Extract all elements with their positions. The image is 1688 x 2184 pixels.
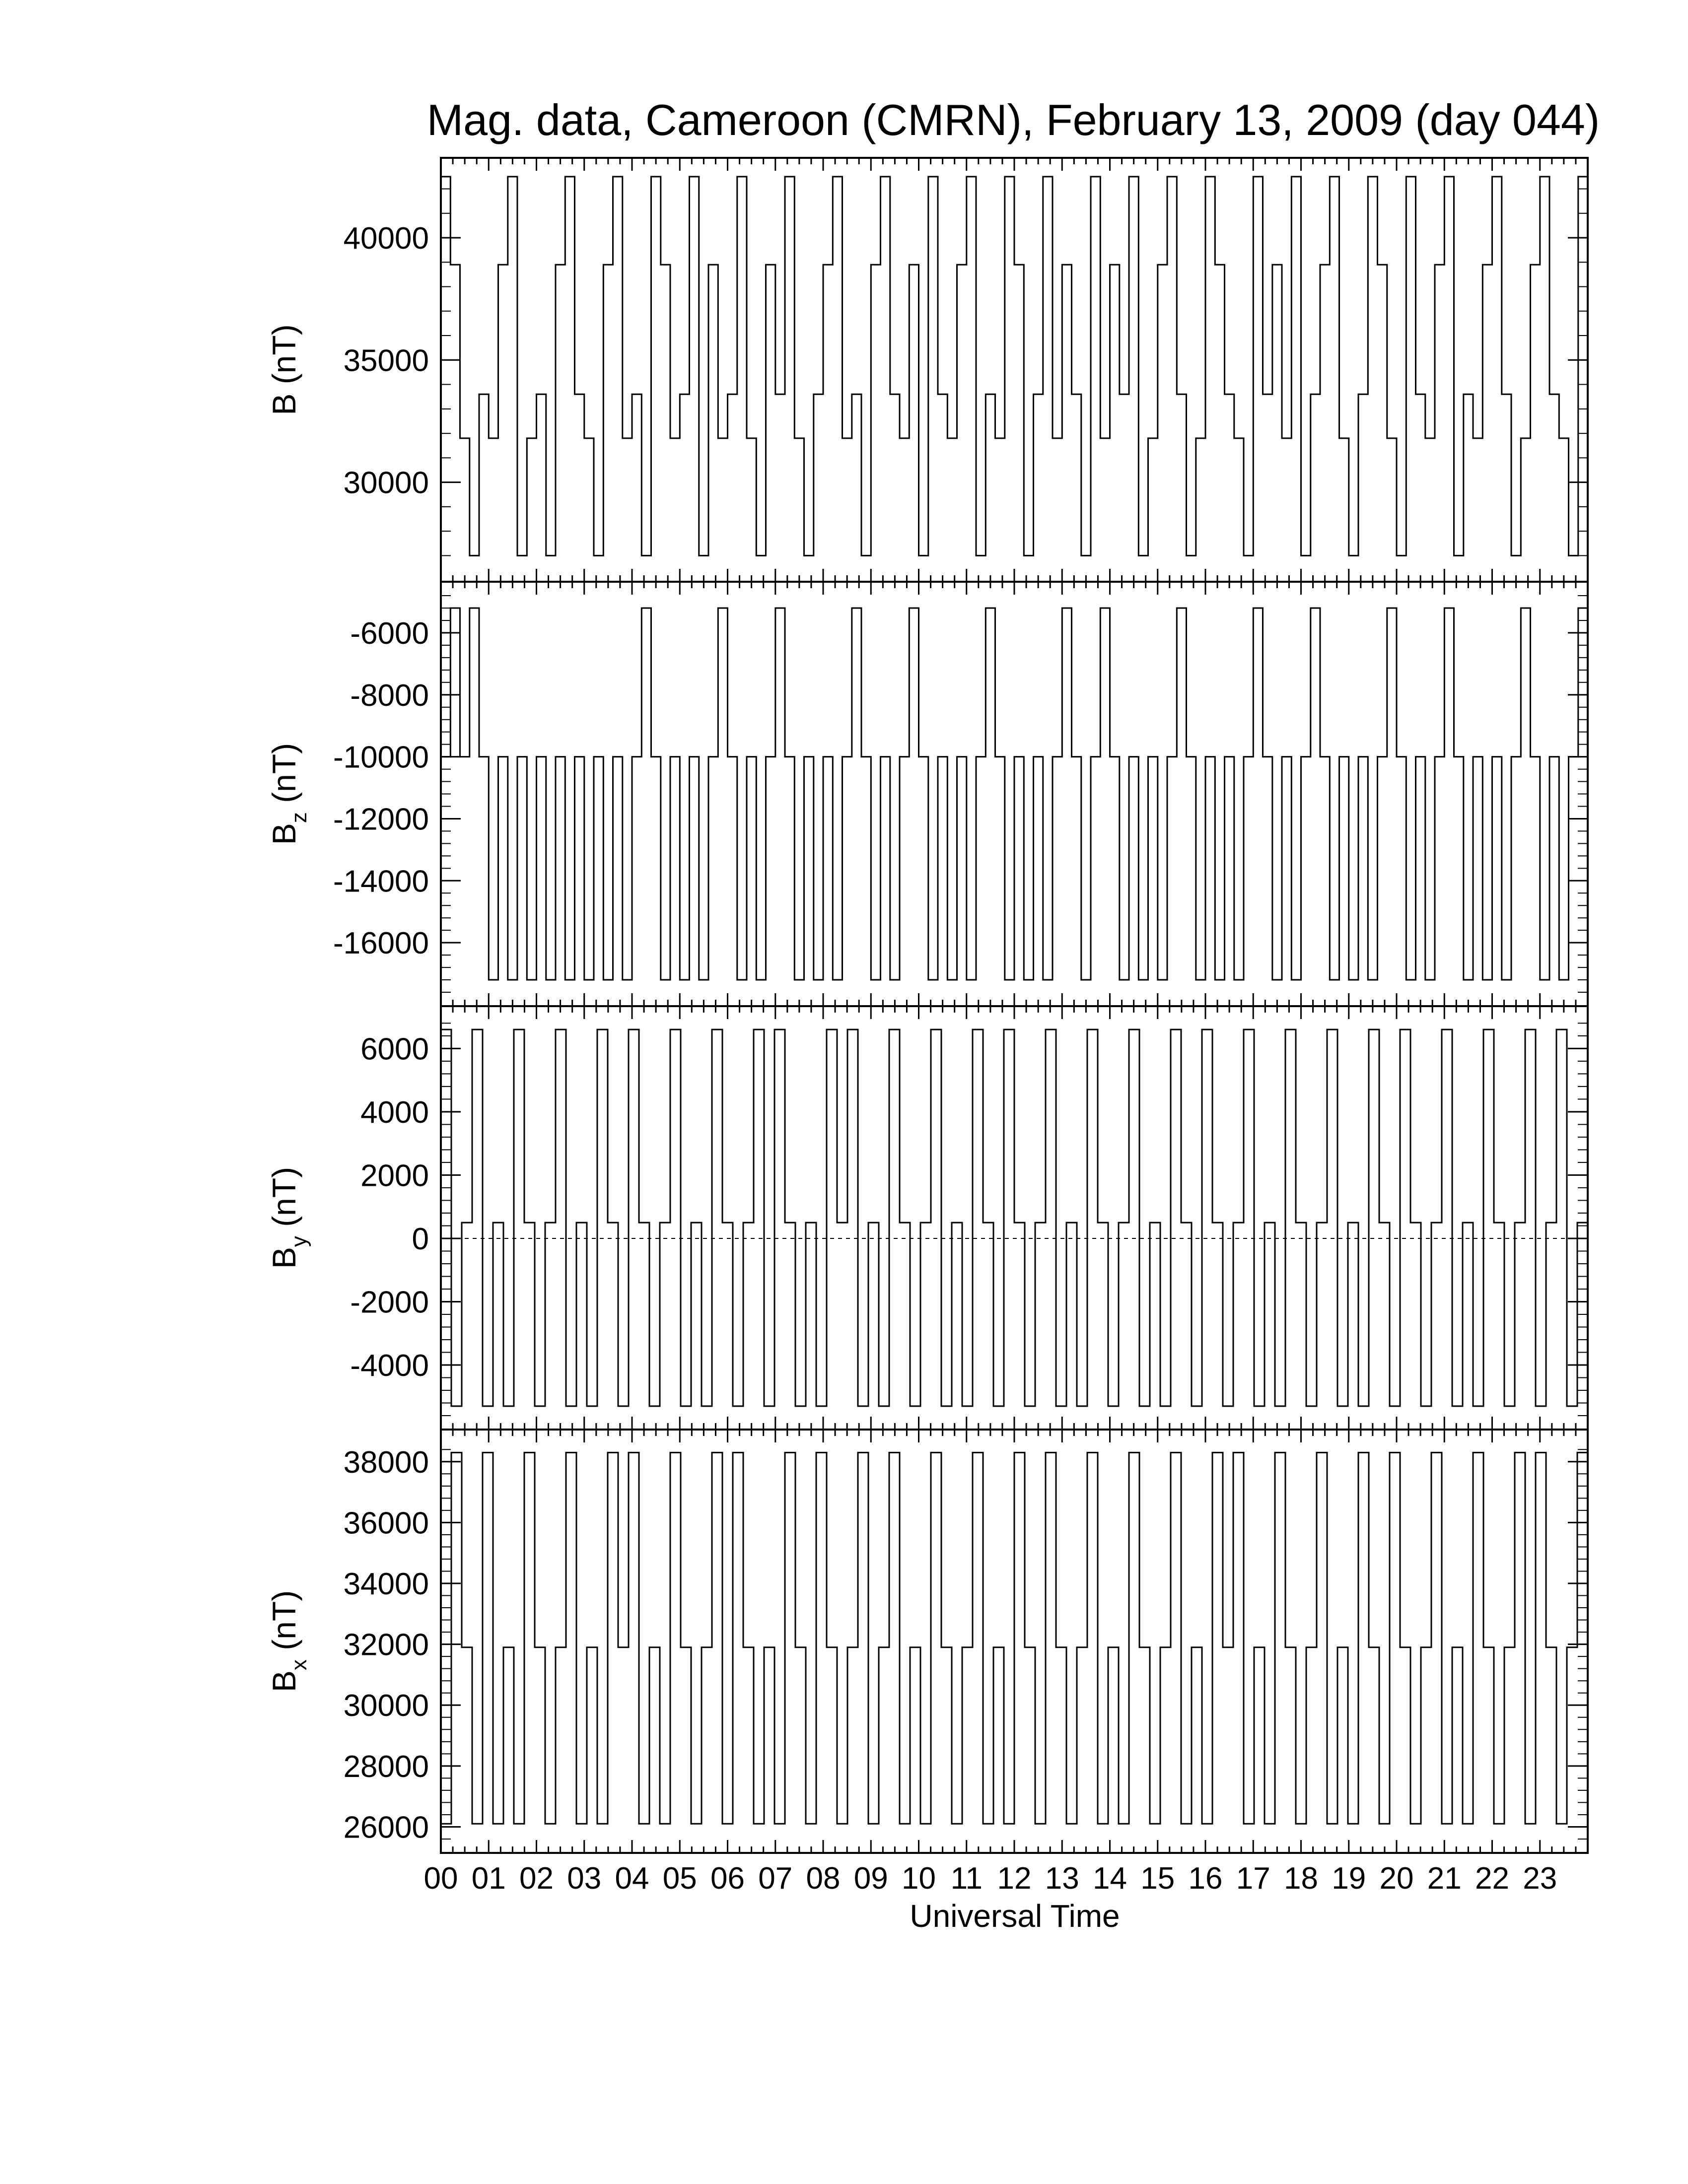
y-tick-label: 35000 <box>343 343 429 378</box>
x-tick-label: 16 <box>1188 1861 1223 1896</box>
x-tick-label: 15 <box>1140 1861 1175 1896</box>
series-trace-Bz <box>441 608 1588 980</box>
panel-Bz <box>266 582 1588 1006</box>
x-tick-label: 02 <box>519 1861 554 1896</box>
panels-group <box>266 158 1588 1853</box>
x-tick-label: 21 <box>1427 1861 1462 1896</box>
y-tick-label: 34000 <box>343 1567 429 1602</box>
y-tick-label: -2000 <box>350 1285 429 1320</box>
series-trace-By <box>441 1029 1588 1406</box>
x-tick-label: 09 <box>853 1861 888 1896</box>
y-tick-label: -12000 <box>333 802 429 837</box>
x-tick-label: 10 <box>902 1861 936 1896</box>
y-tick-label: 2000 <box>360 1159 429 1193</box>
y-tick-label: -8000 <box>350 678 429 713</box>
y-axis-label-Bz: $B_z$ (nT) <box>266 743 311 845</box>
y-tick-label: -4000 <box>350 1348 429 1383</box>
y-tick-label: 36000 <box>343 1506 429 1541</box>
y-tick-label: -14000 <box>333 864 429 899</box>
series-trace-B <box>441 177 1588 556</box>
x-tick-label: 03 <box>567 1861 602 1896</box>
chart-title: Mag. data, Cameroon (CMRN), February 13, 2009 (day 044) <box>426 95 1600 144</box>
panel-By <box>266 1006 1588 1430</box>
x-axis <box>424 1861 1557 1896</box>
x-tick-label: 05 <box>662 1861 697 1896</box>
panel-B <box>266 158 1588 582</box>
x-axis-label: Universal Time <box>910 1898 1120 1934</box>
y-tick-label: 4000 <box>360 1095 429 1130</box>
x-tick-label: 13 <box>1045 1861 1079 1896</box>
y-tick-label: 26000 <box>343 1810 429 1845</box>
x-tick-label: 17 <box>1236 1861 1270 1896</box>
x-tick-label: 06 <box>710 1861 745 1896</box>
x-tick-label: 11 <box>950 1861 983 1896</box>
y-tick-label: 6000 <box>360 1032 429 1067</box>
x-tick-label: 08 <box>806 1861 841 1896</box>
x-tick-label: 22 <box>1475 1861 1509 1896</box>
x-tick-label: 18 <box>1284 1861 1318 1896</box>
y-axis-label-By: $B_y$ (nT) <box>266 1166 311 1269</box>
x-tick-label: 00 <box>423 1861 458 1896</box>
y-tick-label: 0 <box>412 1222 429 1256</box>
y-tick-label: 30000 <box>343 466 429 500</box>
x-tick-label: 19 <box>1332 1861 1366 1896</box>
x-tick-label: 01 <box>471 1861 506 1896</box>
y-tick-label: 38000 <box>343 1445 429 1480</box>
y-tick-label: 30000 <box>343 1689 429 1723</box>
x-tick-label: 14 <box>1093 1861 1127 1896</box>
x-tick-label: 07 <box>758 1861 793 1896</box>
y-tick-label: -10000 <box>333 740 429 775</box>
y-tick-label: 40000 <box>343 221 429 256</box>
y-tick-label: -6000 <box>350 616 429 651</box>
panel-Bx <box>266 1430 1588 1853</box>
y-tick-label: -16000 <box>333 926 429 961</box>
y-axis-label-B: B (nT) <box>266 324 302 415</box>
x-tick-label: 20 <box>1379 1861 1414 1896</box>
y-tick-label: 28000 <box>343 1749 429 1784</box>
x-tick-label: 23 <box>1523 1861 1557 1896</box>
y-axis-label-Bx: $B_x$ (nT) <box>266 1590 311 1693</box>
y-tick-label: 32000 <box>343 1628 429 1662</box>
x-tick-label: 04 <box>615 1861 649 1896</box>
x-tick-label: 12 <box>997 1861 1032 1896</box>
series-trace-Bx <box>441 1452 1588 1824</box>
